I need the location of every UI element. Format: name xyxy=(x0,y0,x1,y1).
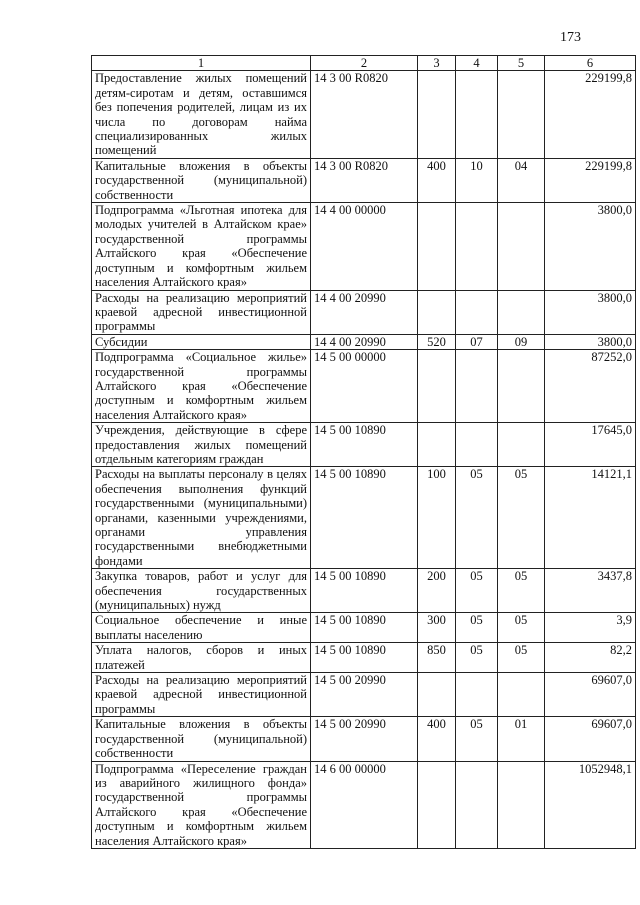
subsection-cell xyxy=(498,203,545,290)
subsection-cell: 05 xyxy=(498,613,545,643)
target-code-cell: 14 5 00 00000 xyxy=(311,350,418,423)
table-row xyxy=(92,673,636,717)
target-code-cell: 14 5 00 10890 xyxy=(311,467,418,569)
subsection-cell: 01 xyxy=(498,717,545,761)
amount-cell: 82,2 xyxy=(545,643,636,673)
target-code-cell: 14 4 00 20990 xyxy=(311,290,418,334)
expense-type-cell: 400 xyxy=(418,158,456,202)
target-code-cell: 14 3 00 R0820 xyxy=(311,158,418,202)
table-row xyxy=(92,423,636,467)
expense-name-cell: Субсидии xyxy=(92,334,311,349)
section-cell xyxy=(456,71,498,158)
target-code-cell: 14 4 00 00000 xyxy=(311,203,418,290)
section-cell xyxy=(456,203,498,290)
expense-name-cell: Расходы на реализацию мероприятий краевой адресной инвестиционной программы xyxy=(92,673,311,717)
amount-cell: 3800,0 xyxy=(545,203,636,290)
expense-type-cell xyxy=(418,423,456,467)
section-cell xyxy=(456,350,498,423)
header-cell: 3 xyxy=(418,56,456,71)
table-row xyxy=(92,717,636,761)
table-row xyxy=(92,71,636,158)
expense-name-cell: Капитальные вложения в объекты государственной (муниципальной) собственности xyxy=(92,158,311,202)
amount-cell: 14121,1 xyxy=(545,467,636,569)
expense-type-cell: 300 xyxy=(418,613,456,643)
target-code-cell: 14 5 00 10890 xyxy=(311,613,418,643)
expense-name-cell: Расходы на реализацию мероприятий краевой адресной инвестиционной программы xyxy=(92,290,311,334)
amount-cell: 229199,8 xyxy=(545,158,636,202)
expense-type-cell: 520 xyxy=(418,334,456,349)
amount-cell: 3437,8 xyxy=(545,569,636,613)
amount-cell: 3800,0 xyxy=(545,290,636,334)
expense-type-cell xyxy=(418,71,456,158)
table-row xyxy=(92,158,636,202)
section-cell xyxy=(456,423,498,467)
target-code-cell: 14 5 00 20990 xyxy=(311,673,418,717)
table-row xyxy=(92,350,636,423)
target-code-cell: 14 4 00 20990 xyxy=(311,334,418,349)
expense-type-cell xyxy=(418,290,456,334)
target-code-cell: 14 5 00 10890 xyxy=(311,423,418,467)
target-code-cell: 14 3 00 R0820 xyxy=(311,71,418,158)
table-row xyxy=(92,290,636,334)
expense-name-cell: Предоставление жилых помещений детям-сиротам и детям, оставшимся без попечения родителей, лицам из их числа по договорам найма специализированных жилых помещений xyxy=(92,71,311,158)
expense-name-cell: Подпрограмма «Переселение граждан из аварийного жилищного фонда» государственной программы Алтайского края «Обеспечение доступным и комфортным жильем населения Алтайского края» xyxy=(92,761,311,848)
expense-name-cell: Закупка товаров, работ и услуг для обеспечения государственных (муниципальных) нужд xyxy=(92,569,311,613)
subsection-cell: 04 xyxy=(498,158,545,202)
expense-name-cell: Капитальные вложения в объекты государственной (муниципальной) собственности xyxy=(92,717,311,761)
section-cell: 05 xyxy=(456,717,498,761)
expense-type-cell: 850 xyxy=(418,643,456,673)
table-row xyxy=(92,613,636,643)
section-cell: 05 xyxy=(456,643,498,673)
section-cell: 05 xyxy=(456,613,498,643)
amount-cell: 69607,0 xyxy=(545,717,636,761)
amount-cell: 3,9 xyxy=(545,613,636,643)
table-row xyxy=(92,334,636,349)
subsection-cell: 05 xyxy=(498,643,545,673)
subsection-cell xyxy=(498,71,545,158)
amount-cell: 69607,0 xyxy=(545,673,636,717)
header-cell: 5 xyxy=(498,56,545,71)
header-cell: 2 xyxy=(311,56,418,71)
expense-type-cell xyxy=(418,350,456,423)
subsection-cell xyxy=(498,350,545,423)
table-row xyxy=(92,467,636,569)
table-header-row xyxy=(92,56,636,71)
section-cell: 05 xyxy=(456,467,498,569)
table-row xyxy=(92,643,636,673)
section-cell: 05 xyxy=(456,569,498,613)
expense-name-cell: Уплата налогов, сборов и иных платежей xyxy=(92,643,311,673)
section-cell xyxy=(456,761,498,848)
header-cell: 4 xyxy=(456,56,498,71)
section-cell: 07 xyxy=(456,334,498,349)
expense-name-cell: Подпрограмма «Льготная ипотека для молодых учителей в Алтайском крае» государственной программы Алтайского края «Обеспечение доступным и комфортным жильем населения Алтайского края» xyxy=(92,203,311,290)
expense-type-cell: 200 xyxy=(418,569,456,613)
subsection-cell xyxy=(498,673,545,717)
header-cell: 6 xyxy=(545,56,636,71)
budget-table xyxy=(91,55,636,849)
expense-name-cell: Учреждения, действующие в сфере предоставления жилых помещений отдельным категориям граждан xyxy=(92,423,311,467)
table-row xyxy=(92,569,636,613)
amount-cell: 3800,0 xyxy=(545,334,636,349)
expense-name-cell: Расходы на выплаты персоналу в целях обеспечения выполнения функций государственными (муниципальными) органами, казенными учреждениями, органами управления государственными внебюджетными фондами xyxy=(92,467,311,569)
amount-cell: 17645,0 xyxy=(545,423,636,467)
target-code-cell: 14 5 00 10890 xyxy=(311,643,418,673)
expense-type-cell xyxy=(418,761,456,848)
subsection-cell xyxy=(498,423,545,467)
target-code-cell: 14 5 00 10890 xyxy=(311,569,418,613)
subsection-cell: 05 xyxy=(498,569,545,613)
page-number: 173 xyxy=(560,30,581,45)
target-code-cell: 14 5 00 20990 xyxy=(311,717,418,761)
expense-type-cell: 100 xyxy=(418,467,456,569)
subsection-cell: 05 xyxy=(498,467,545,569)
expense-type-cell xyxy=(418,203,456,290)
section-cell xyxy=(456,673,498,717)
table-row xyxy=(92,761,636,848)
table-body xyxy=(92,71,636,849)
expense-type-cell xyxy=(418,673,456,717)
subsection-cell xyxy=(498,761,545,848)
expense-name-cell: Подпрограмма «Социальное жилье» государственной программы Алтайского края «Обеспечение доступным и комфортным жильем населения Алтайского края» xyxy=(92,350,311,423)
subsection-cell: 09 xyxy=(498,334,545,349)
amount-cell: 87252,0 xyxy=(545,350,636,423)
header-cell: 1 xyxy=(92,56,311,71)
amount-cell: 1052948,1 xyxy=(545,761,636,848)
section-cell: 10 xyxy=(456,158,498,202)
expense-type-cell: 400 xyxy=(418,717,456,761)
table-row xyxy=(92,203,636,290)
expense-name-cell: Социальное обеспечение и иные выплаты населению xyxy=(92,613,311,643)
subsection-cell xyxy=(498,290,545,334)
section-cell xyxy=(456,290,498,334)
amount-cell: 229199,8 xyxy=(545,71,636,158)
target-code-cell: 14 6 00 00000 xyxy=(311,761,418,848)
